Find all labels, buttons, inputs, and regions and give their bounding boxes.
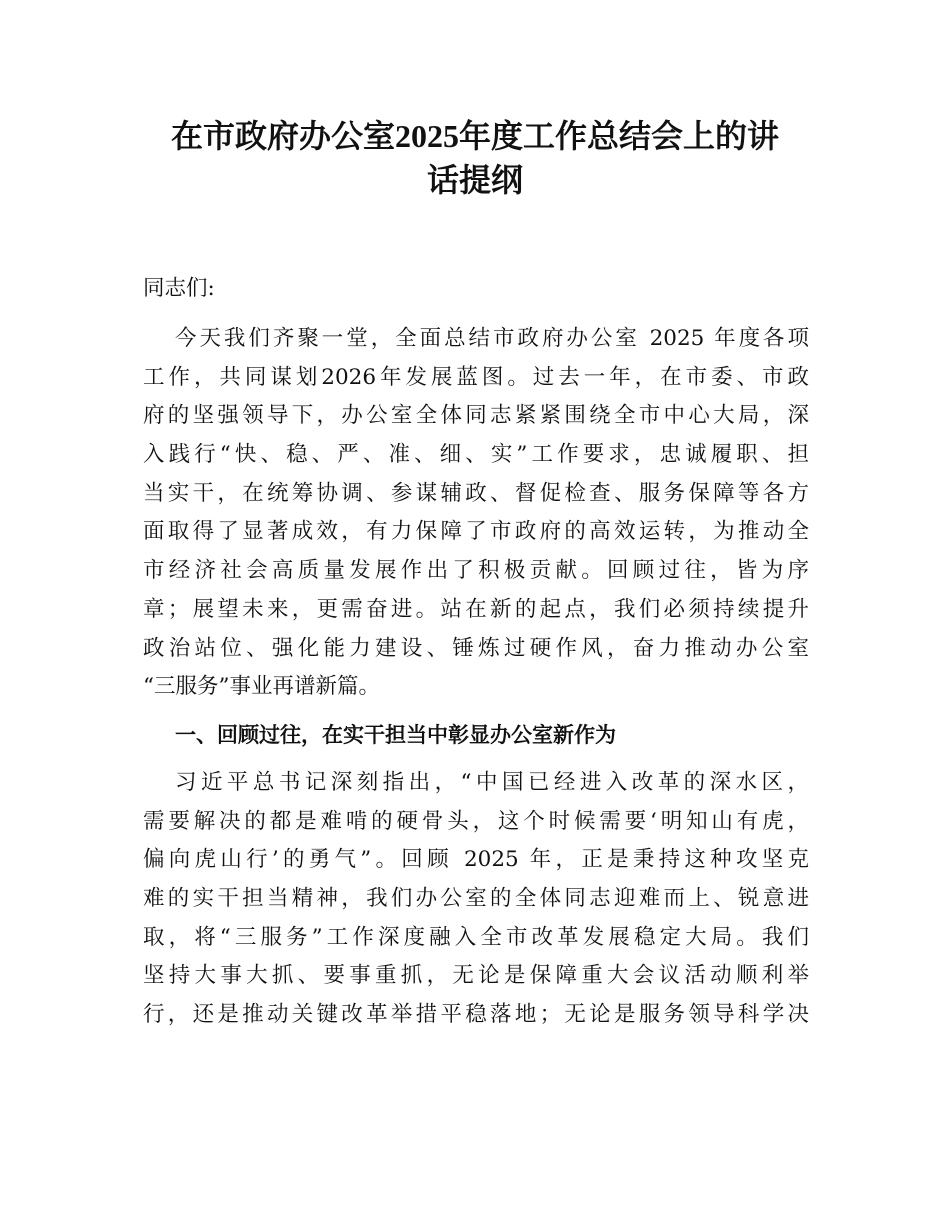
text-line: 偏向虎山行’的勇气”。回顾 2025 年，正是秉持这种攻坚克 bbox=[143, 847, 809, 873]
text-line: 府的坚强领导下，办公室全体同志紧紧围绕全市中心大局，深 bbox=[143, 403, 809, 429]
text-line: 取，将“三服务”工作深度融入全市改革发展稳定大局。我们 bbox=[143, 924, 809, 950]
paragraph-intro bbox=[143, 320, 809, 707]
text-line: 市经济社会高质量发展作出了积极贡献。回顾过往，皆为序 bbox=[143, 558, 809, 584]
text-line: 政治站位、强化能力建设、锤炼过硬作风，奋力推动办公室 bbox=[143, 635, 809, 661]
text-line: 工作，共同谋划2026年发展蓝图。过去一年，在市委、市政 bbox=[143, 364, 809, 390]
text-line: 当实干，在统筹协调、参谋辅政、督促检查、服务保障等各方 bbox=[143, 480, 809, 506]
text-line: “三服务”事业再谱新篇。 bbox=[143, 674, 380, 700]
text-line: 习近平总书记深刻指出，“中国已经进入改革的深水区， bbox=[175, 769, 809, 795]
text-line: 入践行“快、稳、严、准、细、实”工作要求，忠诚履职、担 bbox=[143, 442, 809, 468]
text-line: 今天我们齐聚一堂，全面总结市政府办公室 2025 年度各项 bbox=[175, 326, 809, 351]
text-line: 需要解决的都是难啃的硬骨头，这个时候需要‘明知山有虎， bbox=[143, 808, 809, 834]
salutation: 同志们: bbox=[143, 276, 215, 301]
document-body bbox=[143, 270, 809, 1035]
section-heading: 一、回顾过往，在实干担当中彰显办公室新作为 bbox=[175, 722, 616, 747]
text-line: 章；展望未来，更需奋进。站在新的起点，我们必须持续提升 bbox=[143, 596, 809, 622]
text-line: 坚持大事大抓、要事重抓，无论是保障重大会议活动顺利举 bbox=[143, 963, 809, 989]
text-line: 难的实干担当精神，我们办公室的全体同志迎难而上、锐意进 bbox=[143, 885, 809, 911]
text-line: 面取得了显著成效，有力保障了市政府的高效运转，为推动全 bbox=[143, 519, 809, 545]
title-line: 话提纲 bbox=[426, 162, 523, 198]
document-title bbox=[130, 114, 820, 202]
paragraph-review bbox=[143, 764, 809, 1035]
text-line: 行，还是推动关键改革举措平稳落地；无论是服务领导科学决 bbox=[143, 1002, 809, 1027]
title-line: 在市政府办公室2025年度工作总结会上的讲 bbox=[170, 118, 779, 154]
